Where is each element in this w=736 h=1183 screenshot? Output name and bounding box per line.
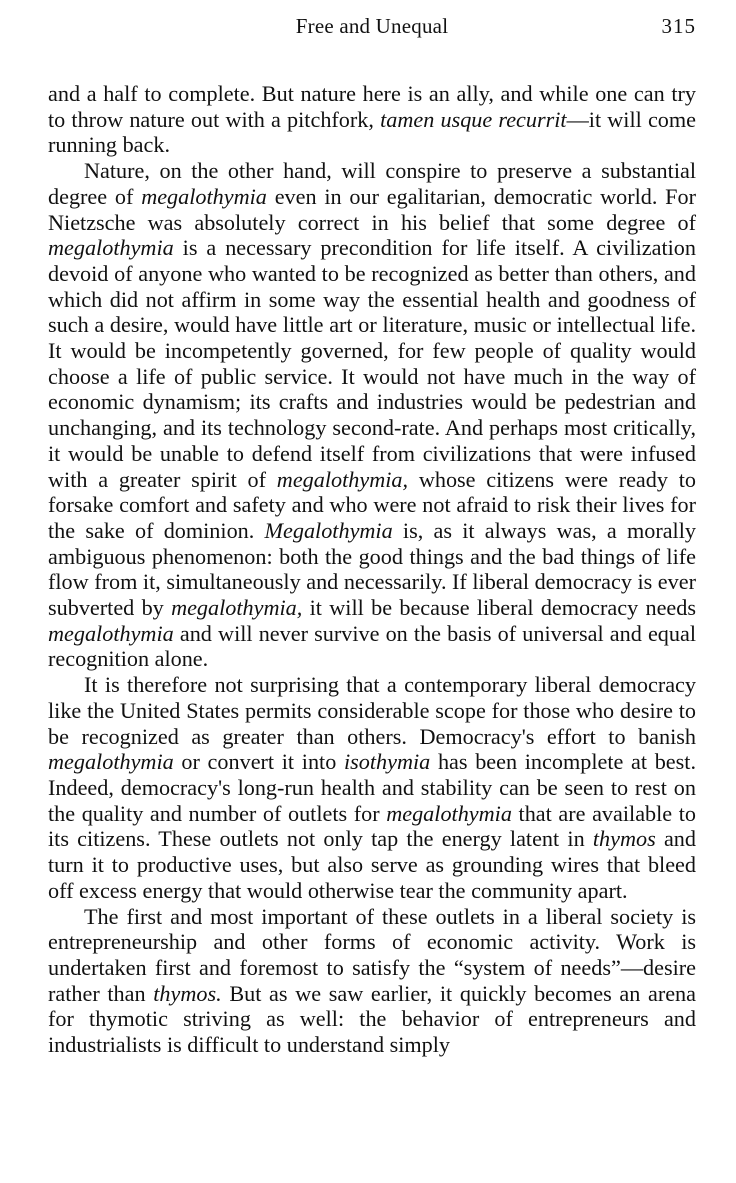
italic-run: thymos. [153,980,222,1006]
text-run: or convert it into [173,749,344,775]
paragraph-4 [48,904,696,1058]
italic-run: thymos [592,826,656,852]
italic-run: isothymia [343,749,431,775]
italic-run: megalothymia [48,620,174,646]
italic-run: tamen usque recurrit [380,106,567,132]
text-run: and turn it to productive uses, but also serve as grounding wires that bleed off excess energy that would otherwise tear the community apart. [48,826,696,903]
italic-run: megalothymia [141,183,267,209]
italic-run: megalothymia [48,749,174,775]
text-run: it will be because liberal democracy needs [302,595,696,621]
italic-run: megalothymia, [276,466,409,492]
italic-run: megalothymia [386,800,512,826]
text-run: is, as it always was, a morally ambiguous phenomenon: both the good things and the bad things of life flow from it, simultaneously and necessarily. If liberal democracy is ever subverted by [48,517,696,621]
running-head [48,0,696,40]
italic-run: Megalothymia [264,517,393,543]
paragraph-1 [48,81,696,158]
body-text [48,81,696,1058]
text-run: Nature, on the other hand, will conspire to preserve a substantial degree of [48,158,696,209]
text-run: But as we saw earlier, it quickly becomes an arena for thymotic striving as well: the behavior of entrepreneurs and industrialists is difficult to understand simply [48,980,696,1058]
running-title: Free and Unequal [295,14,449,38]
text-run: whose citizens were ready to forsake comfort and safety and who were not afraid to risk their lives for the sake of dominion. [48,466,696,543]
italic-run: megalothymia, [171,595,303,621]
paragraph-3 [48,672,696,903]
text-run: even in our egalitarian, democratic world. For Nietzsche was absolutely correct in his belief that some degree of [48,183,697,235]
page-number: 315 [661,14,696,38]
text-run: is a necessary precondition for life itself. A civilization devoid of anyone who wanted to be recognized as better than others, and which did not affirm in some way the essential health and goodness of such a desire, would have little art or literature, music or intellectual life. It would be incompetently governed, for few people of quality would choose a life of public service. It would not have much in the way of economic dynamism; its crafts and industries would be pedestrian and unchanging, and its technology second-rate. And perhaps most critically, it would be unable to defend itself from civilizations that were infused with a greater spirit of [48,235,696,492]
text-run: It is therefore not surprising that a contemporary liberal democracy like the United States permits considerable scope for those who desire to be recognized as greater than others. Democracy's effort to banish [48,672,696,749]
italic-run: megalothymia [48,235,174,261]
text-run: and a half to complete. But nature here is an ally, and while one can try to throw nature out with a pitchfork, [48,81,696,132]
text-run: has been incomplete at best. Indeed, democracy's long-run health and stability can be seen to rest on the quality and number of outlets for [48,749,696,826]
text-run: and will never survive on the basis of universal and equal recognition alone. [48,620,696,672]
paragraph-2 [48,158,696,672]
text-run: The first and most important of these outlets in a liberal society is entrepreneurship and other forms of economic activity. Work is undertaken first and foremost to satisfy the “system of needs”—desire rather than [48,903,696,1006]
text-run: —it will come running back. [48,106,696,158]
book-page [48,0,696,1183]
text-run: that are available to its citizens. These outlets not only tap the energy latent in [48,800,696,852]
